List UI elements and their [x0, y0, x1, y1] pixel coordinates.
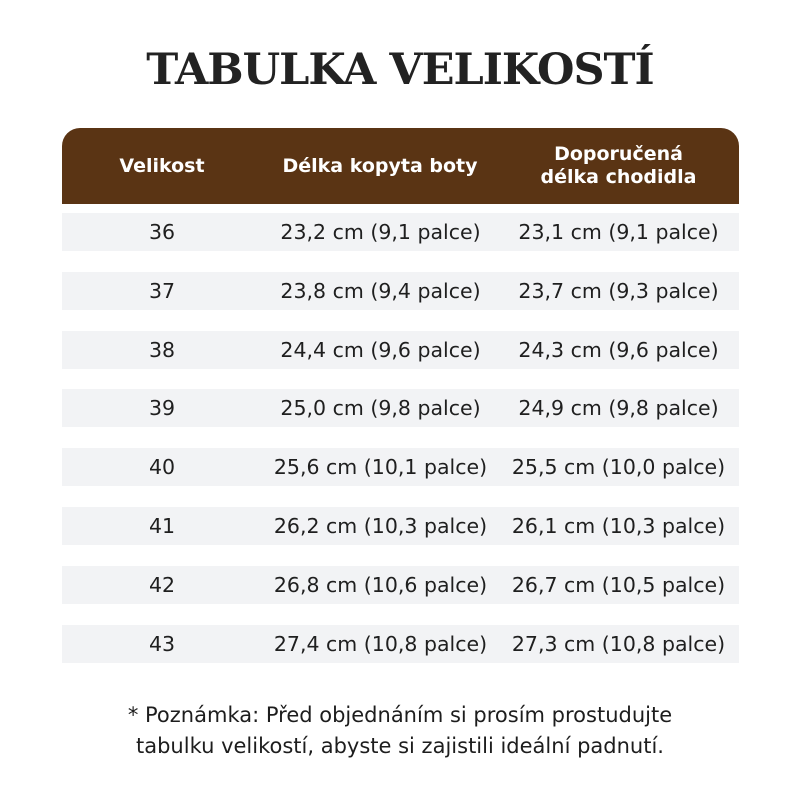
cell-size: 40	[148, 455, 176, 480]
cell-size: 36	[148, 220, 176, 244]
cell-foot-length: 24,9 cm (9,8 palce)	[518, 396, 719, 421]
table-row	[62, 272, 739, 310]
cell-foot-length: 23,1 cm (9,1 palce)	[518, 220, 719, 244]
cell-size: 43	[148, 631, 176, 656]
cell-last-length: 26,2 cm (10,3 palce)	[273, 514, 488, 538]
cell-foot-length: 23,7 cm (9,3 palce)	[518, 278, 719, 303]
cell-last-length: 25,6 cm (10,1 palce)	[273, 455, 488, 480]
cell-foot-length: 26,7 cm (10,5 palce)	[511, 572, 726, 597]
header-size: Velikost	[119, 154, 205, 177]
cell-size: 37	[148, 278, 176, 303]
size-table	[62, 128, 739, 656]
header-recommended-foot-length: Doporučená délka chodidla	[540, 143, 697, 188]
header-last-length: Délka kopyta boty	[282, 154, 478, 177]
table-row	[62, 566, 739, 604]
cell-last-length: 26,8 cm (10,6 palce)	[273, 572, 488, 597]
cell-last-length: 23,2 cm (9,1 palce)	[280, 220, 481, 244]
table-row	[62, 448, 739, 486]
cell-foot-length: 24,3 cm (9,6 palce)	[518, 337, 719, 362]
cell-last-length: 23,8 cm (9,4 palce)	[280, 278, 481, 303]
table-row	[62, 625, 739, 663]
cell-foot-length: 27,3 cm (10,8 palce)	[511, 631, 726, 656]
page-title: TABULKA VELIKOSTÍ	[146, 45, 654, 95]
cell-foot-length: 25,5 cm (10,0 palce)	[511, 455, 726, 480]
note-line-1: * Poznámka: Před objednáním si prosím prostudujte	[127, 703, 673, 727]
cell-size: 41	[148, 514, 176, 538]
cell-last-length: 24,4 cm (9,6 palce)	[280, 337, 481, 362]
table-row	[62, 213, 739, 251]
table-row	[62, 389, 739, 427]
table-header	[62, 128, 739, 204]
cell-size: 39	[148, 396, 176, 421]
table-row	[62, 507, 739, 545]
cell-size: 38	[148, 337, 176, 362]
cell-last-length: 27,4 cm (10,8 palce)	[273, 631, 488, 656]
size-note	[40, 700, 760, 762]
note-line-2: tabulku velikostí, abyste si zajistili ideální padnutí.	[136, 734, 664, 758]
cell-last-length: 25,0 cm (9,8 palce)	[280, 396, 481, 421]
cell-foot-length: 26,1 cm (10,3 palce)	[511, 514, 726, 538]
cell-size: 42	[148, 572, 176, 597]
table-row	[62, 331, 739, 369]
